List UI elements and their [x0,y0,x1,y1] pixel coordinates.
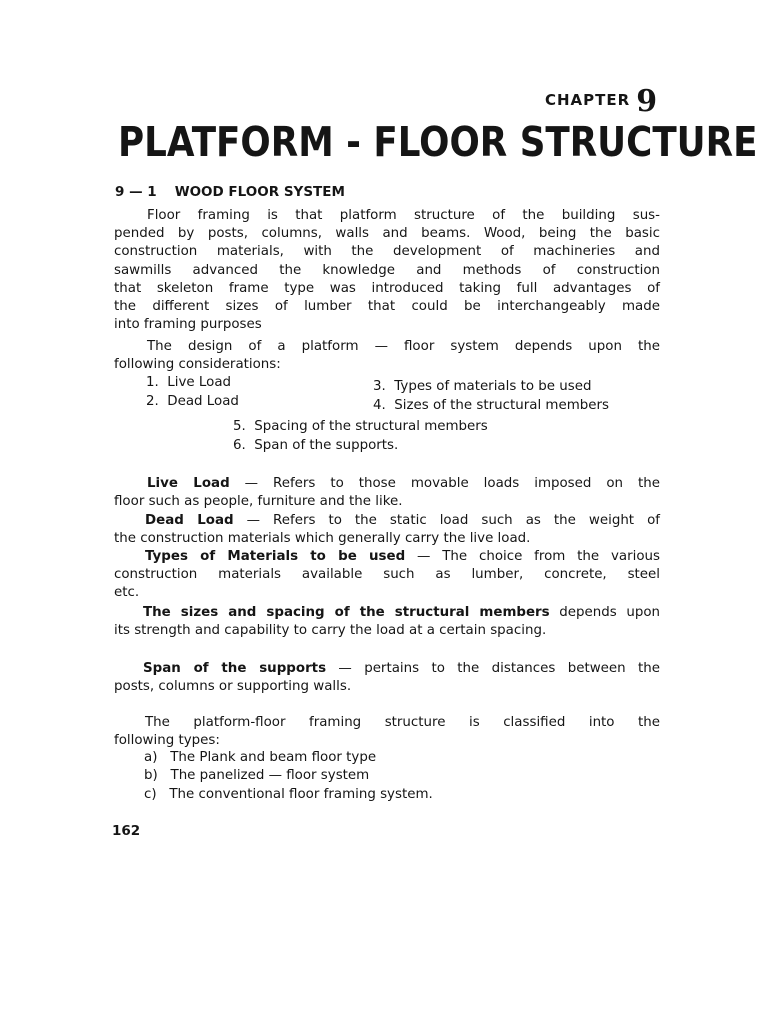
list-item: 1. Live Load [146,375,232,390]
paragraph-line: Floor framing is that platform structure of the building sus- [147,208,660,223]
section-title: WOOD FLOOR SYSTEM [174,184,345,200]
term: The sizes and spacing of the structural members [143,605,550,620]
intro-paragraph [114,207,660,334]
definition-live-load: Live Load — Refers to those movable loads imposed on the floor such as people, furniture and the like. [114,476,660,510]
paragraph-line: The design of a platform — floor system depends upon the [147,339,660,354]
list-item: 3. Types of materials to be used [373,379,592,394]
section-number: 9 — 1 [115,184,157,200]
page-number: 162 [112,823,141,839]
section-heading [115,184,345,200]
definition-types-of-materials: Types of Materials to be used — The choice from the various construction materials available such as lumber, concrete, steel etc. [114,549,660,601]
term: Span of the supports [143,661,327,676]
list-item: c) The conventional floor framing system. [144,787,433,802]
list-item: b) The panelized — floor system [144,768,370,783]
list-item: 2. Dead Load [146,394,239,409]
classification-paragraph: The platform-floor framing structure is classified into the following types: [114,715,660,749]
page-title: PLATFORM - FLOOR STRUCTURE [118,118,758,166]
design-paragraph [114,338,660,374]
paragraph-line: pended by posts, columns, walls and beams. Wood, being the basic [114,226,660,242]
list-item: a) The Plank and beam floor type [144,750,377,765]
chapter-label: CHAPTER [545,91,631,109]
term: Live Load [147,476,230,491]
definition-sizes-spacing: The sizes and spacing of the structural members depends upon its strength and capability to carry the load at a certain spacing. [114,605,660,639]
chapter-number: 9 [636,84,659,119]
paragraph-line: into framing purposes [114,317,262,333]
chapter-heading [545,78,659,119]
paragraph-line: construction materials, with the development of machineries and [114,244,660,260]
list-item: 4. Sizes of the structural members [373,398,609,413]
paragraph-line: that skeleton frame type was introduced taking full advantages of [114,280,660,296]
definition-dead-load: Dead Load — Refers to the static load such as the weight of the construction materials which generally carry the live load. [114,513,660,547]
list-item: 6. Span of the supports. [233,438,399,453]
term: Types of Materials to be used [145,549,406,564]
list-item: 5. Spacing of the structural members [233,419,488,434]
term: Dead Load [145,513,234,528]
paragraph-line: the different sizes of lumber that could be interchangeably made [114,299,660,315]
paragraph-line: sawmills advanced the knowledge and methods of construction [114,262,660,278]
paragraph-line: following considerations: [114,357,281,373]
definition-span: Span of the supports — pertains to the distances between the posts, columns or supporting walls. [114,661,660,695]
